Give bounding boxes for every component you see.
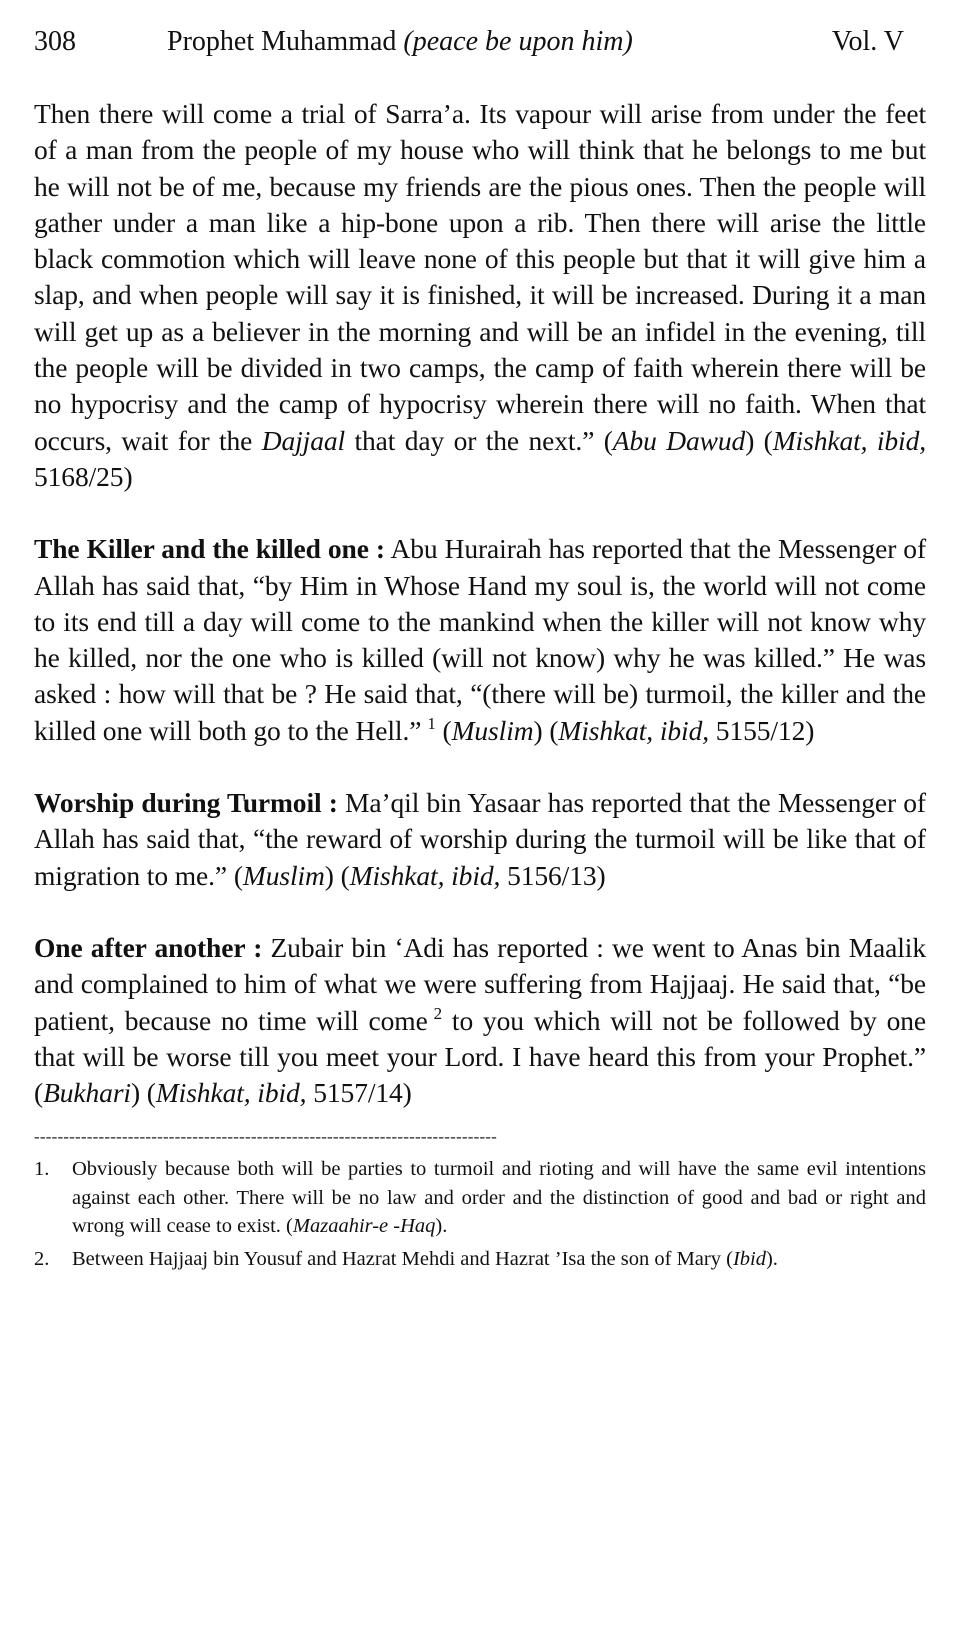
paragraph-heading: The Killer and the killed one : <box>34 533 385 565</box>
italic-text: Muslim <box>242 859 325 891</box>
running-header <box>34 26 926 66</box>
text-run: ) ( <box>324 859 350 891</box>
footnote <box>34 1155 926 1241</box>
footnote-text <box>72 1155 926 1241</box>
text-run: Obviously because both will be parties to turmoil and rioting and will have the same evil intentions against each other. There will be no law and order and the distinction of good and bad or right and wrong will cease to exist. ( <box>72 1158 926 1238</box>
italic-text: Mishkat, ibid, <box>155 1077 307 1109</box>
text-run: Ma’qil bin Yasaar has reported that the Messenger of Allah has said that, “the reward of worship during the turmoil will be like that of migration to me.” ( <box>34 787 926 891</box>
paragraph-heading: Worship during Turmoil : <box>34 787 338 819</box>
body-text <box>34 96 926 1111</box>
text-run: Abu Hurairah has reported that the Messenger of Allah has said that, “by Him in Whose Hand my soul is, the world will not come to its end till a day will come to the mankind when the killer will not know why he killed, nor the one who is killed (will not know) why he was killed.” He was asked : how will that be ? He said that, “(there will be) turmoil, the killer and the killed one will both go to the Hell.” <box>34 533 927 746</box>
volume-label: Vol. V <box>831 26 904 57</box>
text-run: 5157/14) <box>306 1077 412 1109</box>
text-run: Zubair bin ‘Adi has reported : we went to Anas bin Maalik and complained to him of what we were suffering from Hajjaaj. He said that, “be patient, because no time will come <box>34 931 926 1036</box>
italic-text: Mishkat, ibid, <box>772 424 927 456</box>
paragraph-text <box>34 533 926 745</box>
paragraph <box>34 531 926 749</box>
text-run: Then there will come a trial of Sarra’a. Its vapour will arise from under the feet of a man from the people of my house who will think that he belongs to me but he will not be of me, because my friends are the pious ones. Then the people will gather under a man like a hip-bone upon a rib. Then there will arise the little black commotion which will leave none of this people but that it will give him a slap, and when people will say it is finished, it will be increased. During it a man will get up as a believer in the morning and will be an infidel in the evening, till the people will be divided in two camps, the camp of faith wherein there will be no hypocrisy and the camp of hypocrisy wherein there will no faith. When that occurs, wait for the <box>34 98 926 456</box>
text-run: ) ( <box>533 714 559 746</box>
footnote-separator: ------------------------------------------------------------------------------- <box>34 1127 498 1147</box>
paragraph <box>34 785 926 894</box>
text-run: ) ( <box>130 1077 156 1109</box>
document-page <box>34 26 926 1277</box>
italic-text: Muslim <box>451 714 534 746</box>
footnote-number: 2. <box>34 1247 50 1270</box>
book-title <box>167 26 633 58</box>
book-title-main: Prophet Muhammad <box>167 26 397 57</box>
italic-text: Mishkat, ibid, <box>558 714 709 746</box>
footnote-number: 1. <box>34 1158 50 1181</box>
paragraph-text <box>34 98 926 492</box>
text-run: ) ( <box>745 424 773 456</box>
text-run: ). <box>765 1247 778 1270</box>
text-run: to you which will not be followed by one that will be worse till you meet your Lord. I have heard this from your Prophet.” ( <box>34 1004 926 1109</box>
footnote-reference: 1 <box>427 713 436 733</box>
text-run: ). <box>435 1215 448 1238</box>
italic-text: Abu Dawud <box>612 424 746 456</box>
text-run: ( <box>435 714 452 746</box>
page-number: 308 <box>34 26 76 57</box>
text-run: 5156/13) <box>500 859 606 891</box>
book-title-sub: (peace be upon him) <box>403 26 633 57</box>
footnote-reference: 2 <box>433 1003 443 1023</box>
paragraph-heading: One after another : <box>34 931 263 963</box>
text-run: 5155/12) <box>709 714 815 746</box>
text-run: 5168/25) <box>34 460 133 492</box>
paragraph <box>34 96 926 495</box>
italic-text: Mishkat, ibid, <box>349 859 501 891</box>
footnote <box>34 1245 926 1274</box>
paragraph <box>34 930 926 1111</box>
italic-text: Ibid <box>732 1247 766 1270</box>
footnote-text <box>72 1245 926 1274</box>
italic-text: Mazaahir-e -Haq <box>292 1215 436 1238</box>
italic-text: Dajjaal <box>261 424 346 456</box>
footnotes <box>34 1155 926 1273</box>
text-run: Between Hajjaaj bin Yousuf and Hazrat Mehdi and Hazrat ’Isa the son of Mary ( <box>72 1247 733 1270</box>
italic-text: Bukhari <box>43 1077 131 1109</box>
text-run: that day or the next.” ( <box>345 424 613 456</box>
